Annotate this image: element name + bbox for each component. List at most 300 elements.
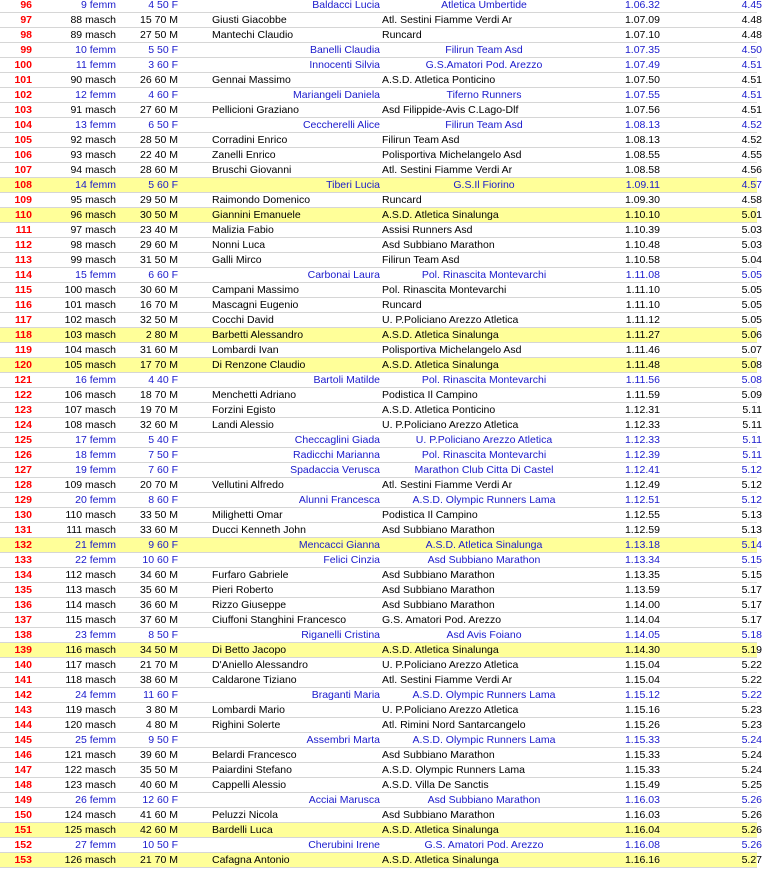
finish-time: 1.14.05: [624, 629, 660, 641]
overall-position: 147: [14, 764, 32, 776]
table-row: [0, 763, 762, 778]
athlete-name: Ceccherelli Alice: [302, 119, 380, 131]
pace-per-km: 5.22: [741, 689, 762, 701]
athlete-name: Tiberi Lucia: [326, 179, 380, 191]
club-name: Polisportiva Michelangelo Asd: [382, 149, 522, 161]
finish-time: 1.16.03: [624, 809, 660, 821]
table-row: [0, 538, 762, 553]
overall-position: 106: [14, 149, 32, 161]
pace-per-km: 5.17: [741, 599, 762, 611]
category-rank: 32 50 M: [140, 314, 178, 326]
category-rank: 5 60 F: [148, 179, 178, 191]
table-row: [0, 613, 762, 628]
club-name: Podistica Il Campino: [382, 509, 478, 521]
finish-time: 1.11.48: [625, 359, 660, 371]
overall-position: 124: [14, 419, 32, 431]
pace-per-km: 5.11: [742, 404, 762, 416]
table-row: [0, 58, 762, 73]
overall-position: 115: [15, 284, 32, 296]
pace-per-km: 5.04: [741, 254, 762, 266]
athlete-name: Pieri Roberto: [212, 584, 274, 596]
table-row: [0, 238, 762, 253]
overall-position: 146: [14, 749, 32, 761]
table-row: [0, 808, 762, 823]
gender-rank: 89 masch: [70, 29, 116, 41]
category-rank: 27 50 M: [140, 29, 178, 41]
table-row: [0, 373, 762, 388]
club-name: A.S.D. Atletica Sinalunga: [382, 854, 499, 866]
pace-per-km: 5.05: [741, 269, 762, 281]
overall-position: 109: [14, 194, 32, 206]
finish-time: 1.12.31: [624, 404, 660, 416]
pace-per-km: 4.52: [741, 134, 762, 146]
overall-position: 96: [20, 0, 32, 11]
gender-rank: 15 femm: [75, 269, 116, 281]
gender-rank: 122 masch: [64, 764, 116, 776]
club-name: A.S.D. Atletica Sinalunga: [425, 539, 543, 551]
gender-rank: 104 masch: [64, 344, 116, 356]
club-name: Asd Filippide-Avis C.Lago-Dlf: [382, 104, 519, 116]
overall-position: 105: [14, 134, 32, 146]
pace-per-km: 4.56: [741, 164, 762, 176]
athlete-name: Di Betto Jacopo: [212, 644, 287, 656]
overall-position: 126: [14, 449, 32, 461]
overall-position: 134: [14, 569, 32, 581]
gender-rank: 26 femm: [75, 794, 116, 806]
gender-rank: 90 masch: [70, 74, 116, 86]
athlete-name: Gennai Massimo: [212, 74, 291, 86]
table-row: [0, 793, 762, 808]
gender-rank: 117 masch: [65, 659, 116, 671]
category-rank: 9 60 F: [148, 539, 178, 551]
overall-position: 108: [14, 179, 32, 191]
athlete-name: Bardelli Luca: [212, 824, 273, 836]
overall-position: 137: [14, 614, 32, 626]
finish-time: 1.11.46: [625, 344, 660, 356]
category-rank: 29 60 M: [140, 239, 178, 251]
club-name: Asd Subbiano Marathon: [382, 239, 495, 251]
category-rank: 3 80 M: [145, 704, 178, 716]
table-row: [0, 598, 762, 613]
pace-per-km: 5.08: [741, 359, 762, 371]
category-rank: 10 50 F: [142, 839, 178, 851]
gender-rank: 107 masch: [64, 404, 116, 416]
club-name: Asd Subbiano Marathon: [382, 524, 495, 536]
category-rank: 15 70 M: [140, 14, 178, 26]
gender-rank: 91 masch: [70, 104, 116, 116]
gender-rank: 95 masch: [70, 194, 116, 206]
table-row: [0, 703, 762, 718]
pace-per-km: 5.26: [741, 809, 762, 821]
pace-per-km: 5.19: [741, 644, 762, 656]
gender-rank: 100 masch: [64, 284, 116, 296]
overall-position: 140: [14, 659, 32, 671]
club-name: Pol. Rinascita Montevarchi: [421, 374, 547, 386]
pace-per-km: 5.08: [741, 374, 762, 386]
athlete-name: Cherubini Irene: [308, 839, 380, 851]
athlete-name: Radicchi Marianna: [293, 449, 380, 461]
gender-rank: 103 masch: [64, 329, 116, 341]
club-name: Asd Subbiano Marathon: [382, 569, 495, 581]
category-rank: 12 60 F: [142, 794, 178, 806]
overall-position: 148: [14, 779, 32, 791]
finish-time: 1.15.04: [624, 674, 660, 686]
table-row: [0, 583, 762, 598]
finish-time: 1.07.55: [624, 89, 660, 101]
category-rank: 28 50 M: [140, 134, 178, 146]
gender-rank: 92 masch: [70, 134, 116, 146]
finish-time: 1.15.33: [624, 734, 660, 746]
gender-rank: 20 femm: [75, 494, 116, 506]
pace-per-km: 5.05: [741, 284, 762, 296]
athlete-name: Acciai Marusca: [308, 794, 380, 806]
club-name: Asd Subbiano Marathon: [427, 794, 541, 806]
gender-rank: 11 femm: [75, 59, 116, 71]
pace-per-km: 5.03: [741, 224, 762, 236]
gender-rank: 123 masch: [64, 779, 116, 791]
athlete-name: Giannini Emanuele: [212, 209, 301, 221]
category-rank: 8 60 F: [148, 494, 178, 506]
finish-time: 1.11.08: [625, 269, 660, 281]
overall-position: 149: [14, 794, 32, 806]
overall-position: 136: [14, 599, 32, 611]
gender-rank: 109 masch: [64, 479, 116, 491]
gender-rank: 22 femm: [75, 554, 116, 566]
finish-time: 1.14.30: [624, 644, 660, 656]
club-name: A.S.D. Olympic Runners Lama: [382, 764, 525, 776]
club-name: A.S.D. Atletica Sinalunga: [382, 329, 499, 341]
table-row: [0, 778, 762, 793]
overall-position: 114: [15, 269, 32, 281]
category-rank: 40 60 M: [140, 779, 178, 791]
overall-position: 141: [14, 674, 32, 686]
overall-position: 107: [14, 164, 32, 176]
pace-per-km: 4.48: [741, 14, 762, 26]
athlete-name: Vellutini Alfredo: [212, 479, 284, 491]
athlete-name: Spadaccia Verusca: [290, 464, 380, 476]
finish-time: 1.06.32: [624, 0, 660, 11]
finish-time: 1.15.04: [624, 659, 660, 671]
category-rank: 32 60 M: [140, 419, 178, 431]
athlete-name: Menchetti Adriano: [212, 389, 297, 401]
table-row: [0, 493, 762, 508]
category-rank: 9 50 F: [148, 734, 178, 746]
finish-time: 1.13.34: [624, 554, 660, 566]
athlete-name: Bruschi Giovanni: [212, 164, 292, 176]
table-row: [0, 178, 762, 193]
overall-position: 133: [14, 554, 32, 566]
table-row: [0, 283, 762, 298]
overall-position: 144: [14, 719, 32, 731]
finish-time: 1.10.48: [624, 239, 660, 251]
finish-time: 1.09.11: [625, 179, 660, 191]
pace-per-km: 5.05: [741, 299, 762, 311]
table-row: [0, 358, 762, 373]
athlete-name: Furfaro Gabriele: [212, 569, 289, 581]
club-name: Pol. Rinascita Montevarchi: [421, 269, 547, 281]
table-row: [0, 103, 762, 118]
athlete-name: Cafagna Antonio: [212, 854, 290, 866]
gender-rank: 115 masch: [65, 614, 116, 626]
category-rank: 7 50 F: [148, 449, 178, 461]
club-name: Filirun Team Asd: [382, 134, 460, 146]
finish-time: 1.11.10: [625, 299, 660, 311]
finish-time: 1.09.30: [624, 194, 660, 206]
table-row: [0, 673, 762, 688]
category-rank: 8 50 F: [148, 629, 178, 641]
table-row: [0, 478, 762, 493]
club-name: Runcard: [382, 299, 422, 311]
athlete-name: Zanelli Enrico: [212, 149, 276, 161]
table-row: [0, 343, 762, 358]
overall-position: 132: [14, 539, 32, 551]
club-name: Atl. Sestini Fiamme Verdi Ar: [382, 14, 513, 26]
category-rank: 4 40 F: [148, 374, 178, 386]
club-name: U. P.Policiano Arezzo Atletica: [382, 659, 519, 671]
finish-time: 1.14.04: [624, 614, 660, 626]
athlete-name: Alunni Francesca: [298, 494, 380, 506]
finish-time: 1.07.09: [624, 14, 660, 26]
overall-position: 129: [14, 494, 32, 506]
category-rank: 4 50 F: [148, 0, 178, 11]
athlete-name: Bartoli Matilde: [313, 374, 380, 386]
overall-position: 100: [14, 59, 32, 71]
table-row: [0, 658, 762, 673]
club-name: Marathon Club Citta Di Castel: [414, 464, 554, 476]
gender-rank: 126 masch: [64, 854, 116, 866]
pace-per-km: 5.17: [741, 614, 762, 626]
finish-time: 1.08.13: [624, 134, 660, 146]
athlete-name: Di Renzone Claudio: [212, 359, 306, 371]
category-rank: 7 60 F: [148, 464, 178, 476]
category-rank: 20 70 M: [140, 479, 178, 491]
club-name: Filirun Team Asd: [382, 254, 460, 266]
overall-position: 122: [14, 389, 32, 401]
gender-rank: 97 masch: [70, 224, 116, 236]
gender-rank: 106 masch: [64, 389, 116, 401]
overall-position: 143: [14, 704, 32, 716]
table-row: [0, 523, 762, 538]
table-row: [0, 688, 762, 703]
finish-time: 1.11.27: [625, 329, 660, 341]
finish-time: 1.16.16: [624, 854, 660, 866]
table-row: [0, 313, 762, 328]
finish-time: 1.12.55: [624, 509, 660, 521]
finish-time: 1.15.12: [624, 689, 660, 701]
table-row: [0, 223, 762, 238]
club-name: Assisi Runners Asd: [382, 224, 473, 236]
athlete-name: Ducci Kenneth John: [212, 524, 306, 536]
category-rank: 31 60 M: [140, 344, 178, 356]
club-name: G.S.Il Fiorino: [453, 179, 515, 191]
gender-rank: 27 femm: [75, 839, 116, 851]
athlete-name: Forzini Egisto: [212, 404, 276, 416]
category-rank: 11 60 F: [143, 689, 178, 701]
athlete-name: D'Aniello Alessandro: [212, 659, 308, 671]
finish-time: 1.12.39: [624, 449, 660, 461]
athlete-name: Barbetti Alessandro: [212, 329, 304, 341]
category-rank: 18 70 M: [140, 389, 178, 401]
overall-position: 150: [14, 809, 32, 821]
pace-per-km: 5.22: [741, 659, 762, 671]
overall-position: 120: [14, 359, 32, 371]
gender-rank: 88 masch: [70, 14, 116, 26]
athlete-name: Caldarone Tiziano: [212, 674, 297, 686]
finish-time: 1.15.49: [624, 779, 660, 791]
athlete-name: Giusti Giacobbe: [212, 14, 287, 26]
category-rank: 42 60 M: [140, 824, 178, 836]
athlete-name: Assembri Marta: [306, 734, 380, 746]
club-name: Atletica Umbertide: [441, 0, 527, 11]
table-row: [0, 853, 762, 868]
gender-rank: 113 masch: [65, 584, 116, 596]
category-rank: 16 70 M: [140, 299, 178, 311]
finish-time: 1.11.59: [625, 389, 660, 401]
club-name: Runcard: [382, 29, 422, 41]
gender-rank: 111 masch: [66, 524, 116, 536]
pace-per-km: 5.11: [742, 419, 762, 431]
athlete-name: Mantechi Claudio: [212, 29, 294, 41]
athlete-name: Baldacci Lucia: [312, 0, 380, 11]
gender-rank: 99 masch: [70, 254, 116, 266]
athlete-name: Peluzzi Nicola: [212, 809, 278, 821]
category-rank: 4 60 F: [148, 89, 178, 101]
table-row: [0, 88, 762, 103]
athlete-name: Mascagni Eugenio: [212, 299, 299, 311]
pace-per-km: 5.18: [741, 629, 762, 641]
category-rank: 38 60 M: [140, 674, 178, 686]
pace-per-km: 5.11: [742, 434, 762, 446]
table-row: [0, 0, 762, 13]
athlete-name: Braganti Maria: [311, 689, 380, 701]
overall-position: 125: [14, 434, 32, 446]
athlete-name: Righini Solerte: [212, 719, 281, 731]
category-rank: 27 60 M: [140, 104, 178, 116]
overall-position: 117: [15, 314, 32, 326]
table-row: [0, 643, 762, 658]
club-name: G.S. Amatori Pod. Arezzo: [382, 614, 502, 626]
overall-position: 131: [14, 524, 32, 536]
category-rank: 19 70 M: [140, 404, 178, 416]
finish-time: 1.07.56: [624, 104, 660, 116]
pace-per-km: 5.12: [741, 494, 762, 506]
overall-position: 153: [14, 854, 32, 866]
pace-per-km: 5.12: [741, 464, 762, 476]
club-name: A.S.D. Villa De Sanctis: [382, 779, 489, 791]
club-name: Polisportiva Michelangelo Asd: [382, 344, 522, 356]
athlete-name: Mencacci Gianna: [298, 539, 380, 551]
table-row: [0, 133, 762, 148]
category-rank: 31 50 M: [140, 254, 178, 266]
gender-rank: 24 femm: [75, 689, 116, 701]
table-row: [0, 568, 762, 583]
table-row: [0, 448, 762, 463]
category-rank: 30 50 M: [140, 209, 178, 221]
gender-rank: 124 masch: [64, 809, 116, 821]
overall-position: 138: [14, 629, 32, 641]
overall-position: 135: [14, 584, 32, 596]
club-name: Asd Subbiano Marathon: [427, 554, 541, 566]
club-name: U. P.Policiano Arezzo Atletica: [415, 434, 553, 446]
pace-per-km: 4.51: [741, 59, 762, 71]
pace-per-km: 5.01: [741, 209, 762, 221]
category-rank: 35 50 M: [140, 764, 178, 776]
finish-time: 1.12.41: [624, 464, 660, 476]
finish-time: 1.14.00: [624, 599, 660, 611]
pace-per-km: 5.09: [741, 389, 762, 401]
pace-per-km: 5.24: [741, 749, 762, 761]
pace-per-km: 5.05: [741, 314, 762, 326]
pace-per-km: 5.12: [741, 479, 762, 491]
table-row: [0, 73, 762, 88]
athlete-name: Banelli Claudia: [309, 44, 380, 56]
athlete-name: Malizia Fabio: [212, 224, 274, 236]
category-rank: 21 70 M: [140, 854, 178, 866]
club-name: Podistica Il Campino: [382, 389, 478, 401]
finish-time: 1.15.33: [624, 749, 660, 761]
overall-position: 123: [14, 404, 32, 416]
athlete-name: Cocchi David: [212, 314, 274, 326]
category-rank: 6 50 F: [148, 119, 178, 131]
finish-time: 1.16.03: [624, 794, 660, 806]
overall-position: 119: [15, 344, 32, 356]
finish-time: 1.07.50: [624, 74, 660, 86]
athlete-name: Carbonai Laura: [307, 269, 380, 281]
club-name: Asd Avis Foiano: [446, 629, 522, 641]
overall-position: 142: [14, 689, 32, 701]
pace-per-km: 4.57: [741, 179, 762, 191]
club-name: G.S. Amatori Pod. Arezzo: [424, 839, 544, 851]
table-row: [0, 433, 762, 448]
club-name: A.S.D. Atletica Sinalunga: [382, 209, 499, 221]
pace-per-km: 5.15: [741, 554, 762, 566]
pace-per-km: 4.48: [741, 29, 762, 41]
club-name: Asd Subbiano Marathon: [382, 809, 495, 821]
overall-position: 111: [15, 224, 32, 236]
overall-position: 113: [15, 254, 32, 266]
table-row: [0, 148, 762, 163]
gender-rank: 93 masch: [70, 149, 116, 161]
club-name: Filirun Team Asd: [445, 44, 523, 56]
club-name: A.S.D. Atletica Ponticino: [382, 404, 496, 416]
gender-rank: 114 masch: [65, 599, 116, 611]
pace-per-km: 5.13: [741, 509, 762, 521]
finish-time: 1.13.18: [624, 539, 660, 551]
gender-rank: 105 masch: [64, 359, 116, 371]
finish-time: 1.07.49: [624, 59, 660, 71]
table-row: [0, 298, 762, 313]
athlete-name: Cappelli Alessio: [212, 779, 287, 791]
club-name: A.S.D. Atletica Sinalunga: [382, 824, 499, 836]
gender-rank: 21 femm: [75, 539, 116, 551]
table-row: [0, 163, 762, 178]
athlete-name: Checcaglini Giada: [294, 434, 380, 446]
gender-rank: 120 masch: [64, 719, 116, 731]
finish-time: 1.12.59: [624, 524, 660, 536]
athlete-name: Mariangeli Daniela: [293, 89, 380, 101]
category-rank: 39 60 M: [140, 749, 178, 761]
pace-per-km: 5.26: [741, 794, 762, 806]
pace-per-km: 5.22: [741, 674, 762, 686]
overall-position: 145: [14, 734, 32, 746]
athlete-name: Lombardi Ivan: [212, 344, 279, 356]
gender-rank: 9 femm: [80, 0, 116, 11]
category-rank: 37 60 M: [140, 614, 178, 626]
category-rank: 22 40 M: [140, 149, 178, 161]
club-name: A.S.D. Olympic Runners Lama: [412, 689, 556, 701]
club-name: Atl. Sestini Fiamme Verdi Ar: [382, 164, 513, 176]
category-rank: 21 70 M: [140, 659, 178, 671]
